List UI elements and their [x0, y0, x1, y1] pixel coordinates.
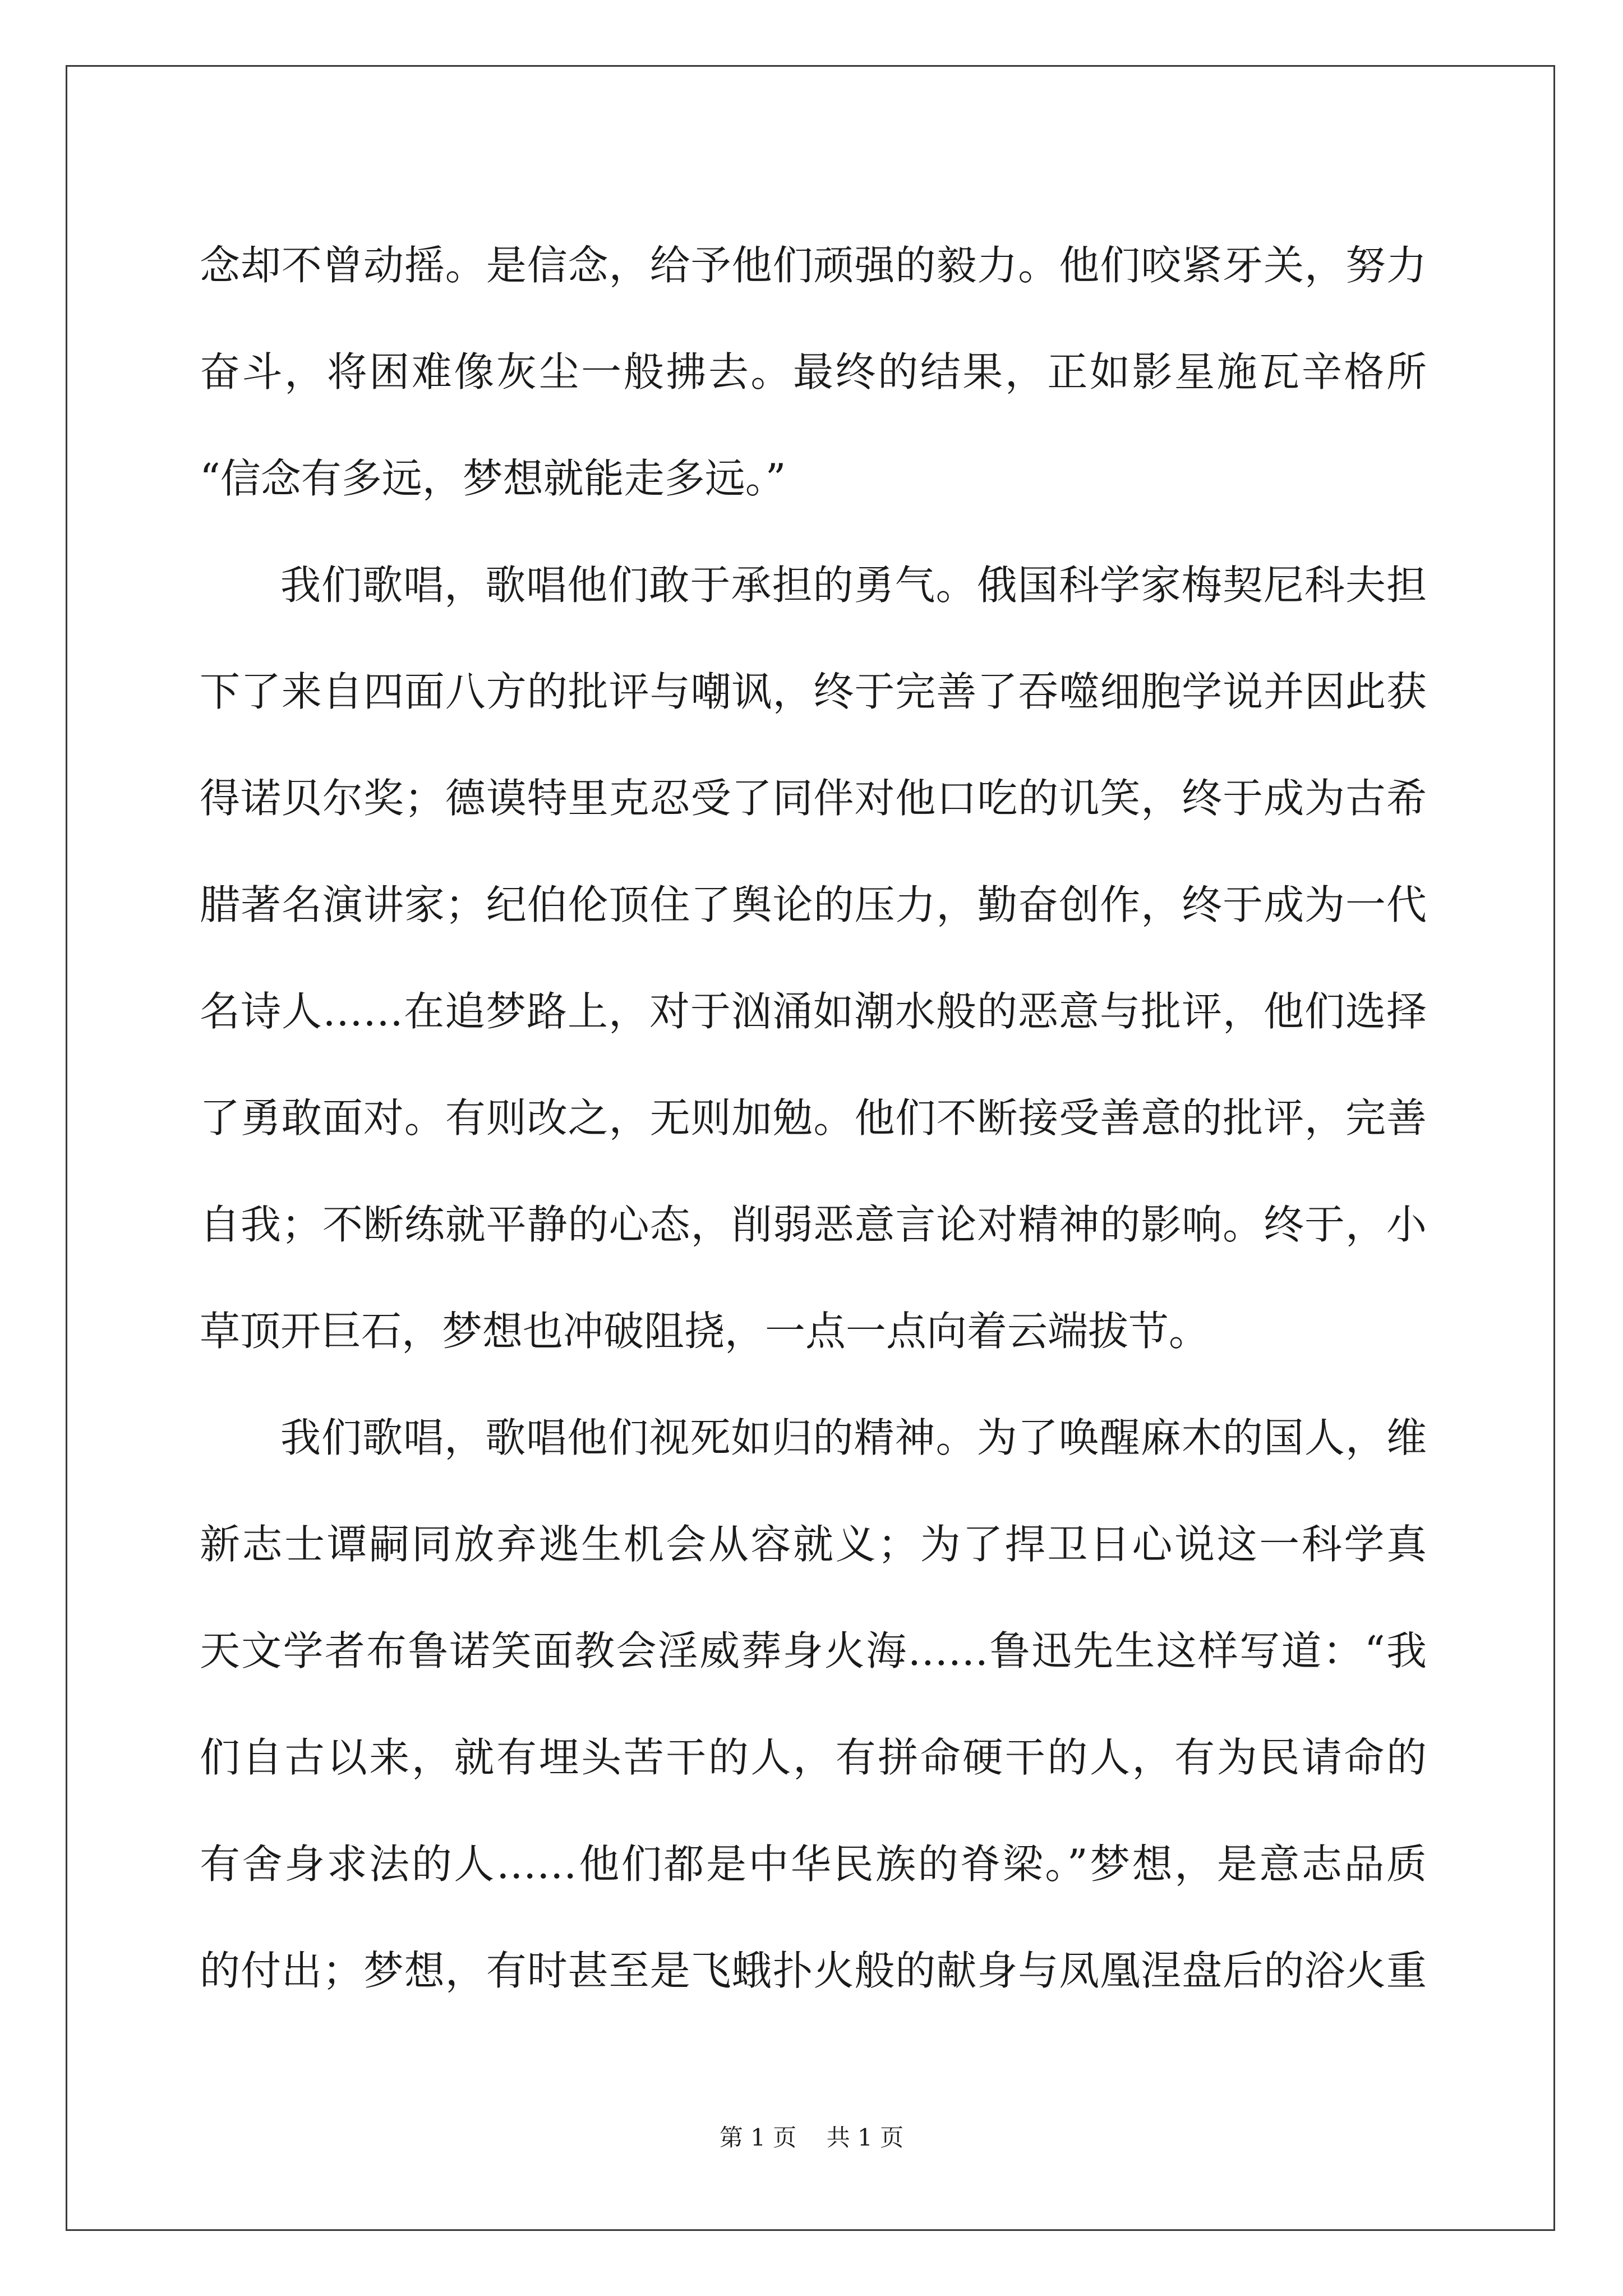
body-line-17: 的付出；梦想，有时甚至是飞蛾扑火般的献身与凤凰涅盘后的浴火重: [200, 1947, 1427, 1994]
body-line-7: 腊著名演讲家；纪伯伦顶住了舆论的压力，勤奋创作，终于成为一代: [200, 881, 1427, 928]
body-line-10: 自我；不断练就平静的心态，削弱恶意言论对精神的影响。终于，小: [200, 1201, 1427, 1248]
body-line-15: 们自古以来，就有埋头苦干的人，有拼命硬干的人，有为民请命的: [200, 1734, 1427, 1781]
body-line-1: 念却不曾动摇。是信念，给予他们顽强的毅力。他们咬紧牙关，努力: [200, 242, 1427, 289]
body-line-4: 我们歌唱，歌唱他们敢于承担的勇气。俄国科学家梅契尼科夫担: [280, 562, 1427, 609]
body-line-11: 草顶开巨石，梦想也冲破阻挠，一点一点向着云端拔节。: [200, 1308, 1210, 1355]
document-body: [200, 212, 1427, 2024]
body-line-5: 下了来自四面八方的批评与嘲讽，终于完善了吞噬细胞学说并因此获: [200, 668, 1427, 715]
body-line-6: 得诺贝尔奖；德谟特里克忍受了同伴对他口吃的讥笑，终于成为古希: [200, 775, 1427, 822]
body-line-8: 名诗人……在追梦路上，对于汹涌如潮水般的恶意与批评，他们选择: [200, 988, 1427, 1035]
body-line-14: 天文学者布鲁诺笑面教会淫威葬身火海……鲁迅先生这样写道：“我: [200, 1627, 1427, 1674]
body-line-2: 奋斗，将困难像灰尘一般拂去。最终的结果，正如影星施瓦辛格所: [200, 348, 1427, 395]
body-line-3: “信念有多远，梦想就能走多远。”: [200, 455, 786, 502]
page-number-footer: 第 1 页 共 1 页: [719, 2124, 904, 2151]
body-line-9: 了勇敢面对。有则改之，无则加勉。他们不断接受善意的批评，完善: [200, 1094, 1427, 1142]
body-line-12: 我们歌唱，歌唱他们视死如归的精神。为了唤醒麻木的国人，维: [280, 1414, 1427, 1461]
body-line-16: 有舍身求法的人……他们都是中华民族的脊梁。”梦想，是意志品质: [200, 1841, 1427, 1888]
body-line-13: 新志士谭嗣同放弃逃生机会从容就义；为了捍卫日心说这一科学真: [200, 1521, 1427, 1568]
